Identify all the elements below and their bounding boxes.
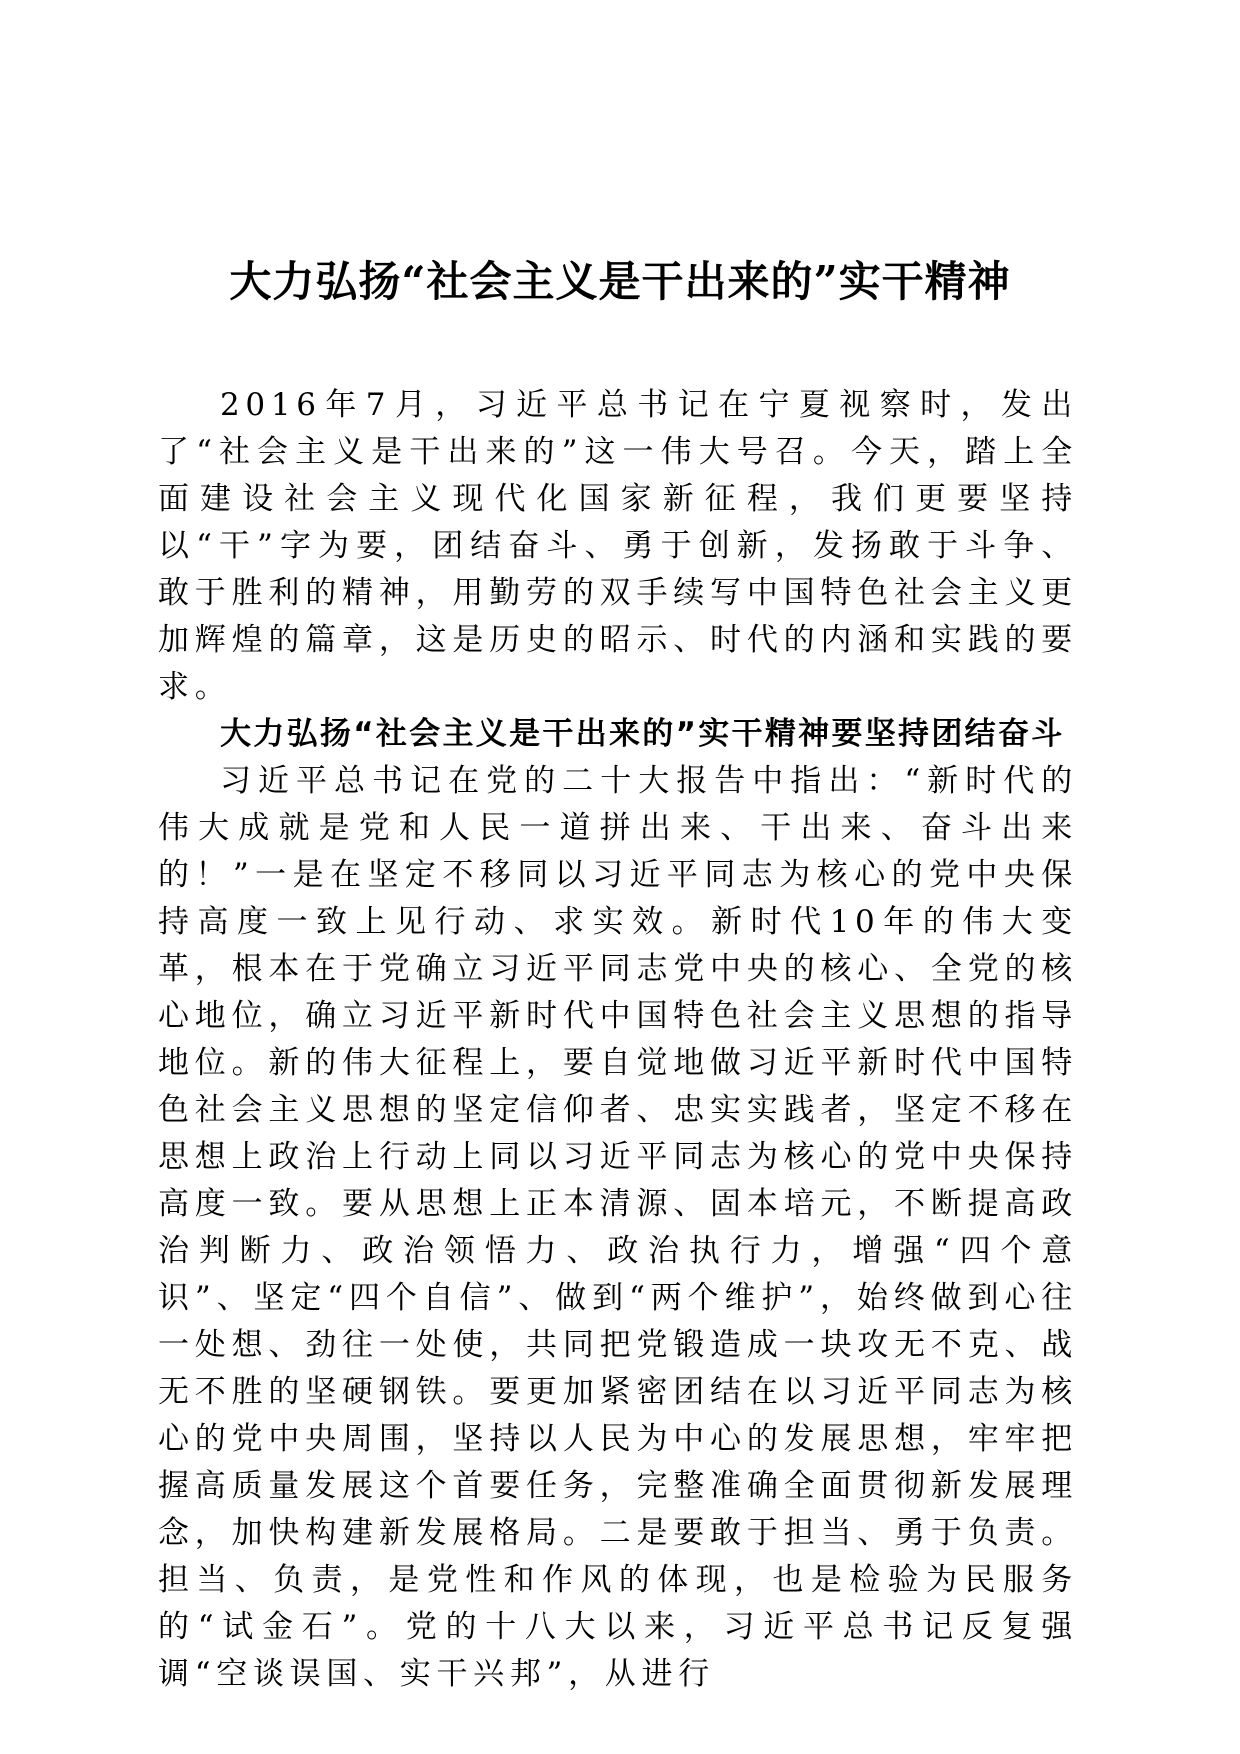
section-heading: 大力弘扬“社会主义是干出来的”实干精神要坚持团结奋斗 <box>220 716 1065 752</box>
intro-paragraph: 2016年7月，习近平总书记在宁夏视察时，发出了“社会主义是干出来的”这一伟大号召。今天，踏上全面建设社会主义现代化国家新征程，我们更要坚持以“干”字为要，团结奋斗、勇于创新，发扬敢于斗争、敢于胜利的精神，用勤劳的双手续写中国特色社会主义更加辉煌的篇章，这是历史的昭示、时代的内涵和实践的要求。 <box>158 387 1078 705</box>
document-body <box>158 382 1078 1698</box>
document-title: 大力弘扬“社会主义是干出来的”实干精神 <box>229 257 1011 306</box>
body-paragraph: 习近平总书记在党的二十大报告中指出：“新时代的伟大成就是党和人民一道拼出来、干出来、奋斗出来的！”一是在坚定不移同以习近平同志为核心的党中央保持高度一致上见行动、求实效。新时代10年的伟大变革，根本在于党确立习近平同志党中央的核心、全党的核心地位，确立习近平新时代中国特色社会主义思想的指导地位。新的伟大征程上，要自觉地做习近平新时代中国特色社会主义思想的坚定信仰者、忠实实践者，坚定不移在思想上政治上行动上同以习近平同志为核心的党中央保持高度一致。要从思想上正本清源、固本培元，不断提高政治判断力、政治领悟力、政治执行力，增强“四个意识”、坚定“四个自信”、做到“两个维护”，始终做到心往一处想、劲往一处使，共同把党锻造成一块攻无不克、战无不胜的坚硬钢铁。要更加紧密团结在以习近平同志为核心的党中央周围，坚持以人民为中心的发展思想，牢牢把握高质量发展这个首要任务，完整准确全面贯彻新发展理念，加快构建新发展格局。二是要敢于担当、勇于负责。担当、负责，是党性和作风的体现，也是检验为民服务的“试金石”。党的十八大以来，习近平总书记反复强调“空谈误国、实干兴邦”，从进行 <box>158 763 1078 1692</box>
